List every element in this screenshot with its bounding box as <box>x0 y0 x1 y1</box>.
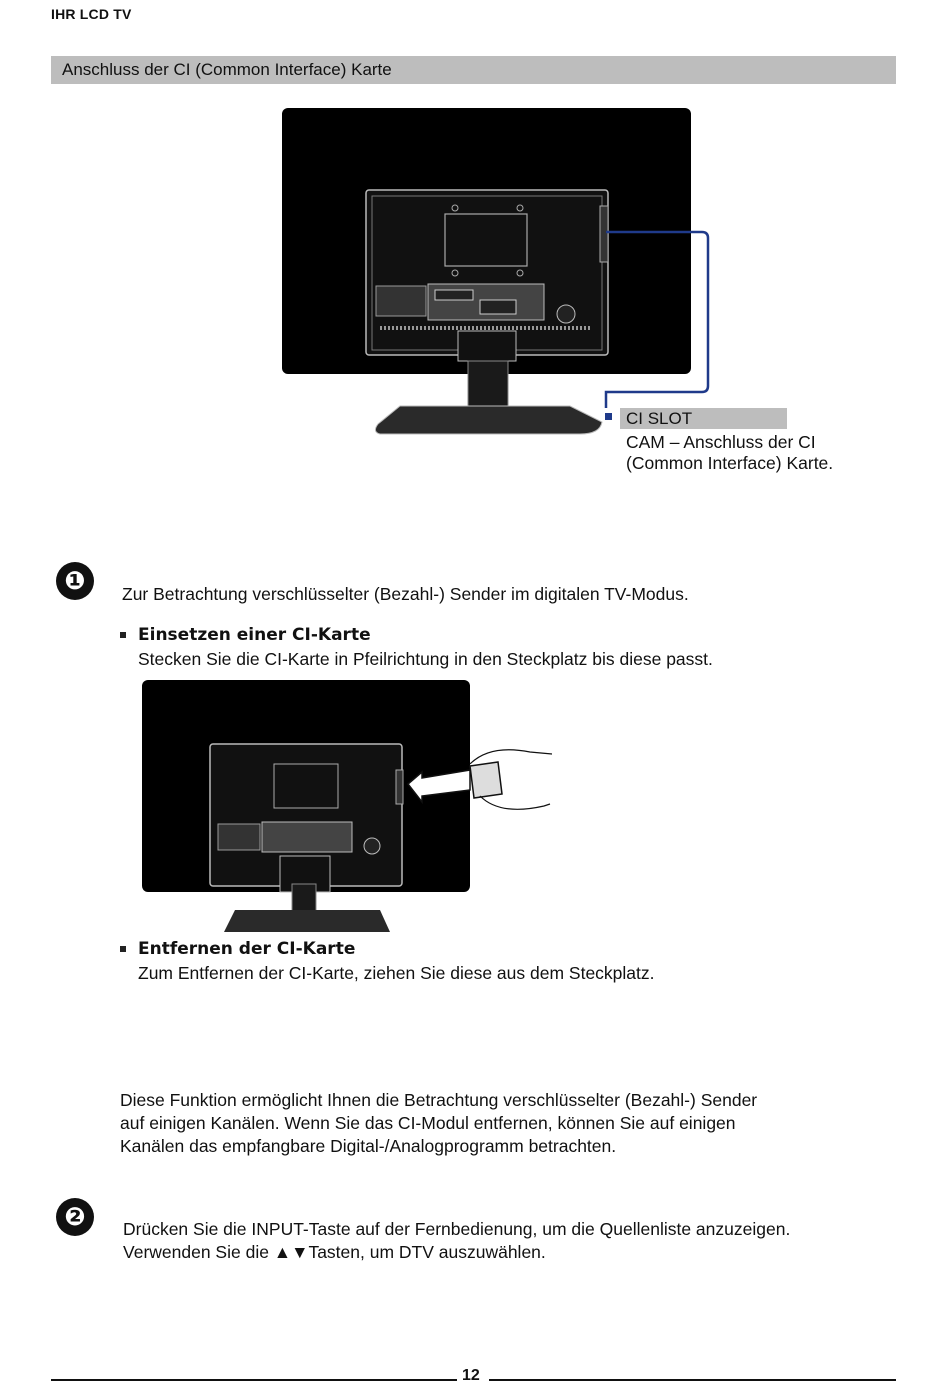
bullet-remove <box>120 946 126 952</box>
info-line1: Diese Funktion ermöglicht Ihnen die Betrachtung verschlüsselter (Bezahl-) Sender <box>120 1090 758 1110</box>
ci-slot-label: CI SLOT <box>626 409 693 428</box>
step-1-intro: Zur Betrachtung verschlüsselter (Bezahl-) Sender im digitalen TV-Modus. <box>122 584 689 604</box>
step-2-line1: Drücken Sie die INPUT-Taste auf der Fernbedienung, um die Quellenliste anzuzeigen. <box>123 1219 791 1239</box>
step-2-marker: ❷ <box>56 1198 94 1236</box>
section-title: Anschluss der CI (Common Interface) Karte <box>62 60 392 79</box>
remove-heading: Entfernen der CI-Karte <box>138 939 356 959</box>
tv-rear-illustration <box>280 106 720 441</box>
ci-slot-description-line2: (Common Interface) Karte. <box>626 453 834 473</box>
step-2-line2: Verwenden Sie die ▲▼Tasten, um DTV auszuwählen. <box>123 1242 546 1262</box>
info-line2: auf einigen Kanälen. Wenn Sie das CI-Modul entfernen, können Sie auf einigen <box>120 1113 736 1133</box>
running-header: IHR LCD TV <box>51 6 132 22</box>
ci-slot-label-bar <box>620 408 787 429</box>
ci-card-insert-illustration <box>140 678 560 932</box>
insert-text: Stecken Sie die CI-Karte in Pfeilrichtung in den Steckplatz bis diese passt. <box>138 649 713 669</box>
footer-rule-right <box>489 1379 896 1381</box>
section-title-bar <box>51 56 896 84</box>
info-line3: Kanälen das empfangbare Digital-/Analogprogramm betrachten. <box>120 1136 617 1156</box>
insert-heading: Einsetzen einer CI-Karte <box>138 625 371 645</box>
ci-slot-description-line1: CAM – Anschluss der CI <box>626 432 816 452</box>
step-1-marker: ❶ <box>56 562 94 600</box>
remove-text: Zum Entfernen der CI-Karte, ziehen Sie diese aus dem Steckplatz. <box>138 963 655 983</box>
bullet-insert <box>120 632 126 638</box>
page-number: 12 <box>462 1367 480 1384</box>
footer-rule-left <box>51 1379 457 1381</box>
